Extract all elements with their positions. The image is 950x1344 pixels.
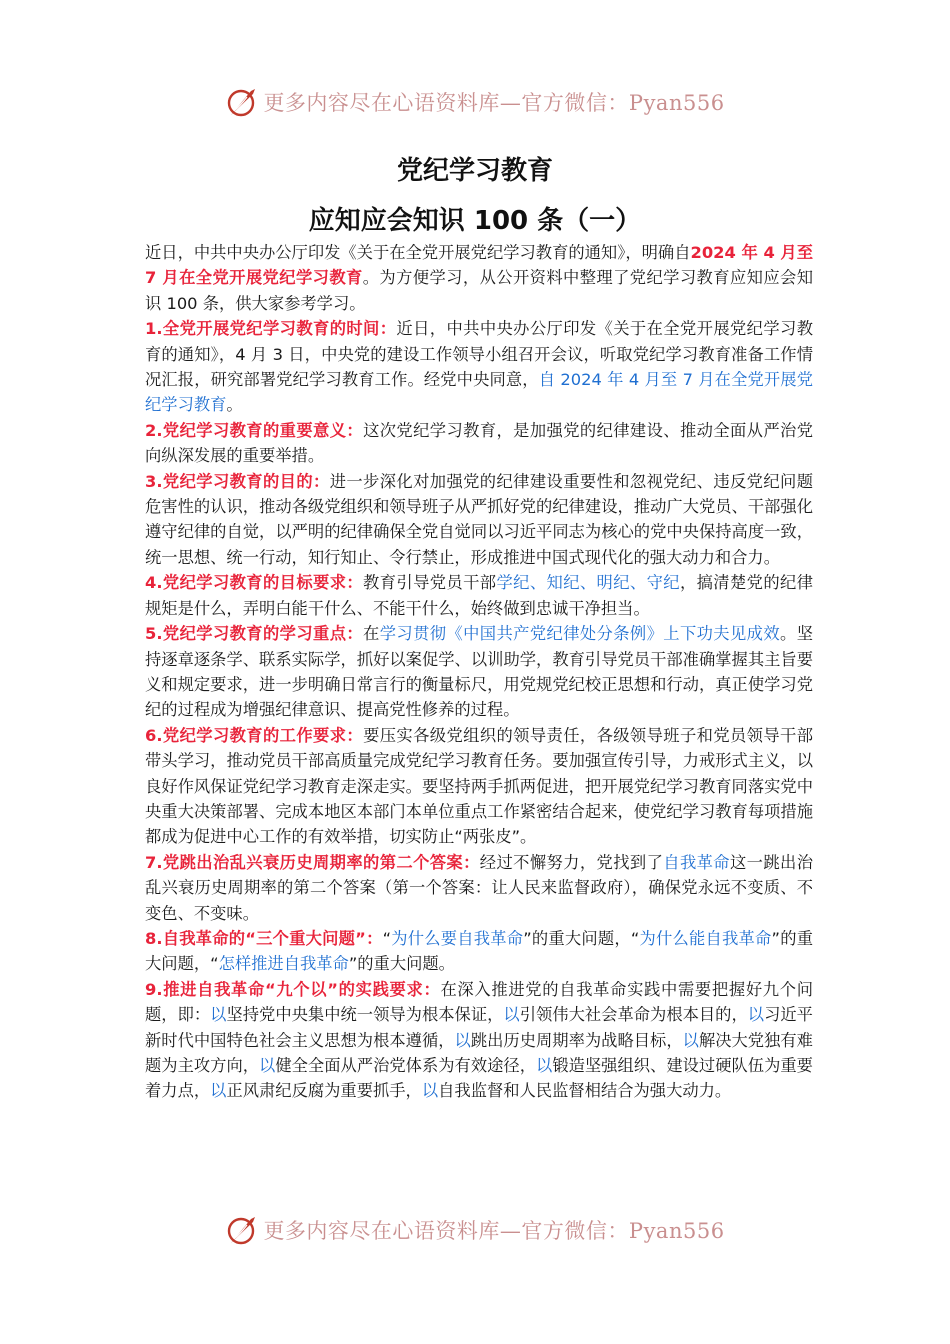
body-text: 引领伟大社会革命为根本目的， [519, 1005, 748, 1025]
body-text: 要压实各级党组织的领导责任，各级领导班子和党员领导干部带头学习，推动党员干部高质量完成党纪学习教育任务。要加强宣传引导，力戒形式主义，以良好作风保证党纪学习教育走深走实。要坚持两手抓两促进，把开展党纪学习教育同落实党中央重大决策部署、完成本地区本部门本单位重点工作紧密结合起来，使党纪学习教育每项措施都成为促进中心工作的有效举措，切实防止“两张皮”。 [145, 725, 813, 847]
body-text: 这次党纪学习教育，是加强党的纪律建设、推动全面从严治党向纵深发展的重要举措。 [145, 420, 813, 466]
body-text: ”的重大问题。 [348, 954, 455, 974]
highlight-text: 学纪、知纪、明纪、守纪 [496, 573, 680, 593]
body-text: 近日，中共中央办公厅印发《关于在全党开展党纪学习教育的通知》，明确自 [145, 243, 691, 262]
document-body [145, 240, 813, 1104]
body-text: 习近平新时代中国特色社会主义思想为根本遵循， [145, 1005, 813, 1050]
item-heading: 4.党纪学习教育的目标要求： [145, 573, 364, 593]
highlight-text: 以 [210, 1081, 227, 1101]
item-heading: 2.党纪学习教育的重要意义： [145, 420, 364, 440]
document-subtitle: 应知应会知识 100 条（一） [308, 206, 642, 236]
highlight-text: 以 [454, 1030, 471, 1050]
item-heading: 5.党纪学习教育的学习重点： [145, 624, 364, 644]
body-text: ，搞清楚党的纪律规矩是什么，弄明白能干什么、不能干什么，始终做到忠诚干净担当。 [145, 573, 813, 618]
body-text: 坚持党中央集中统一领导为根本保证， [226, 1005, 504, 1025]
body-text: 进一步深化对加强党的纪律建设重要性和忽视党纪、违反党纪问题危害性的认识，推动各级党组织和领导班子从严抓好党的纪律建设，推动广大党员、干部强化遵守纪律的自觉，以严明的纪律确保全党自觉同以习近平同志为核心的党中央保持高度一致，统一思想、统一行动，知行知止、令行禁止，形成推进中国式现代化的强大动力和合力。 [145, 471, 813, 567]
body-text: 正风肃纪反腐为重要抓手， [226, 1081, 422, 1101]
highlight-text: 以 [682, 1030, 699, 1050]
body-text: ”的重大问题，“ [145, 928, 813, 974]
item-heading: 7.党跳出治乱兴衰历史周期率的第二个答案： [145, 852, 480, 872]
highlight-text: 为什么要自我革命 [391, 928, 524, 948]
list-item [145, 316, 813, 418]
highlight-text: 自我革命 [663, 852, 730, 872]
body-text: 在深入推进党的自我革命实践中需要把握好九个问题，即： [145, 979, 813, 1025]
footer-watermark [0, 1210, 950, 1250]
body-text: 锻造坚强组织、建设过硬队伍为重要着力点， [145, 1056, 813, 1101]
highlight-text: 以 [503, 1005, 520, 1025]
header-watermark [0, 82, 950, 122]
body-text: 近日，中共中央办公厅印发《关于在全党开展党纪学习教育的通知》，4 月 3 日，中央党的建设工作领导小组召开会议，听取党纪学习教育准备工作情况汇报，研究部署党纪学习教育工作。经党中央同意， [145, 319, 813, 390]
highlight-text: 自 2024 年 4 月至 7 月在全党开展党纪学习教育 [145, 370, 813, 415]
list-item [145, 570, 813, 621]
document-title: 党纪学习教育 [396, 156, 553, 186]
body-text: 跳出历史周期率为战略目标， [470, 1030, 683, 1050]
item-heading: 9.推进自我革命“九个以”的实践要求： [145, 979, 441, 999]
body-text: 。 [226, 395, 243, 415]
list-item [145, 621, 813, 723]
watermark-text: 更多内容尽在心语资料库—官方微信：Pyan556 [263, 91, 725, 115]
list-item [145, 723, 813, 850]
item-heading: 2024 年 4 月至 7 月在全党开展党纪学习教育 [145, 243, 814, 288]
item-heading: 6.党纪学习教育的工作要求： [145, 725, 364, 745]
body-text: 。坚持逐章逐条学、联系实际学，抓好以案促学、以训助学，教育引导党员干部准确掌握其主旨要义和规定要求，进一步明确日常言行的衡量标尺，用党规党纪校正思想和行动，真正使学习党纪的过程成为增强纪律意识、提高党性修养的过程。 [145, 624, 813, 720]
highlight-text: 以 [536, 1056, 553, 1075]
highlight-text: 怎样推进自我革命 [218, 954, 349, 974]
list-item [145, 926, 813, 977]
list-item [145, 977, 813, 1104]
highlight-text: 学习贯彻《中国共产党纪律处分条例》上下功夫见成效 [379, 624, 781, 644]
body-text: 教育引导党员干部 [363, 573, 497, 593]
list-item [145, 418, 813, 469]
quill-logo-icon [225, 85, 259, 119]
intro-paragraph [145, 240, 813, 316]
highlight-text: 以 [747, 1005, 765, 1025]
knowledge-list [145, 316, 813, 1104]
body-text: 在 [363, 624, 380, 644]
body-text: 解决大党独有难题为主攻方向， [145, 1030, 813, 1075]
item-heading: 8.自我革命的“三个重大问题”： [145, 928, 383, 948]
item-heading: 3.党纪学习教育的目的： [145, 471, 330, 491]
item-heading: 1.全党开展党纪学习教育的时间： [145, 319, 397, 339]
highlight-text: 以 [210, 1005, 227, 1025]
highlight-text: 为什么能自我革命 [639, 928, 772, 948]
quill-logo-icon [225, 1213, 259, 1247]
highlight-text: 以 [421, 1081, 439, 1101]
body-text: “ [382, 928, 392, 948]
list-item [145, 469, 813, 571]
body-text: 自我监督和人民监督相结合为强大动力。 [438, 1081, 732, 1101]
highlight-text: 以 [259, 1056, 276, 1075]
list-item [145, 850, 813, 926]
body-text: ”的重大问题，“ [523, 928, 640, 948]
body-text: 。为方便学习，从公开资料中整理了党纪学习教育应知应会知识 100 条，供大家参考学习。 [145, 268, 813, 313]
body-text: 健全全面从严治党体系为有效途径， [275, 1056, 537, 1075]
body-text: 这一跳出治乱兴衰历史周期率的第二个答案（第一个答案：让人民来监督政府），确保党永远不变质、不变色、不变味。 [145, 852, 813, 923]
body-text: 经过不懈努力，党找到了 [479, 852, 664, 872]
watermark-text: 更多内容尽在心语资料库—官方微信：Pyan556 [263, 1219, 725, 1243]
